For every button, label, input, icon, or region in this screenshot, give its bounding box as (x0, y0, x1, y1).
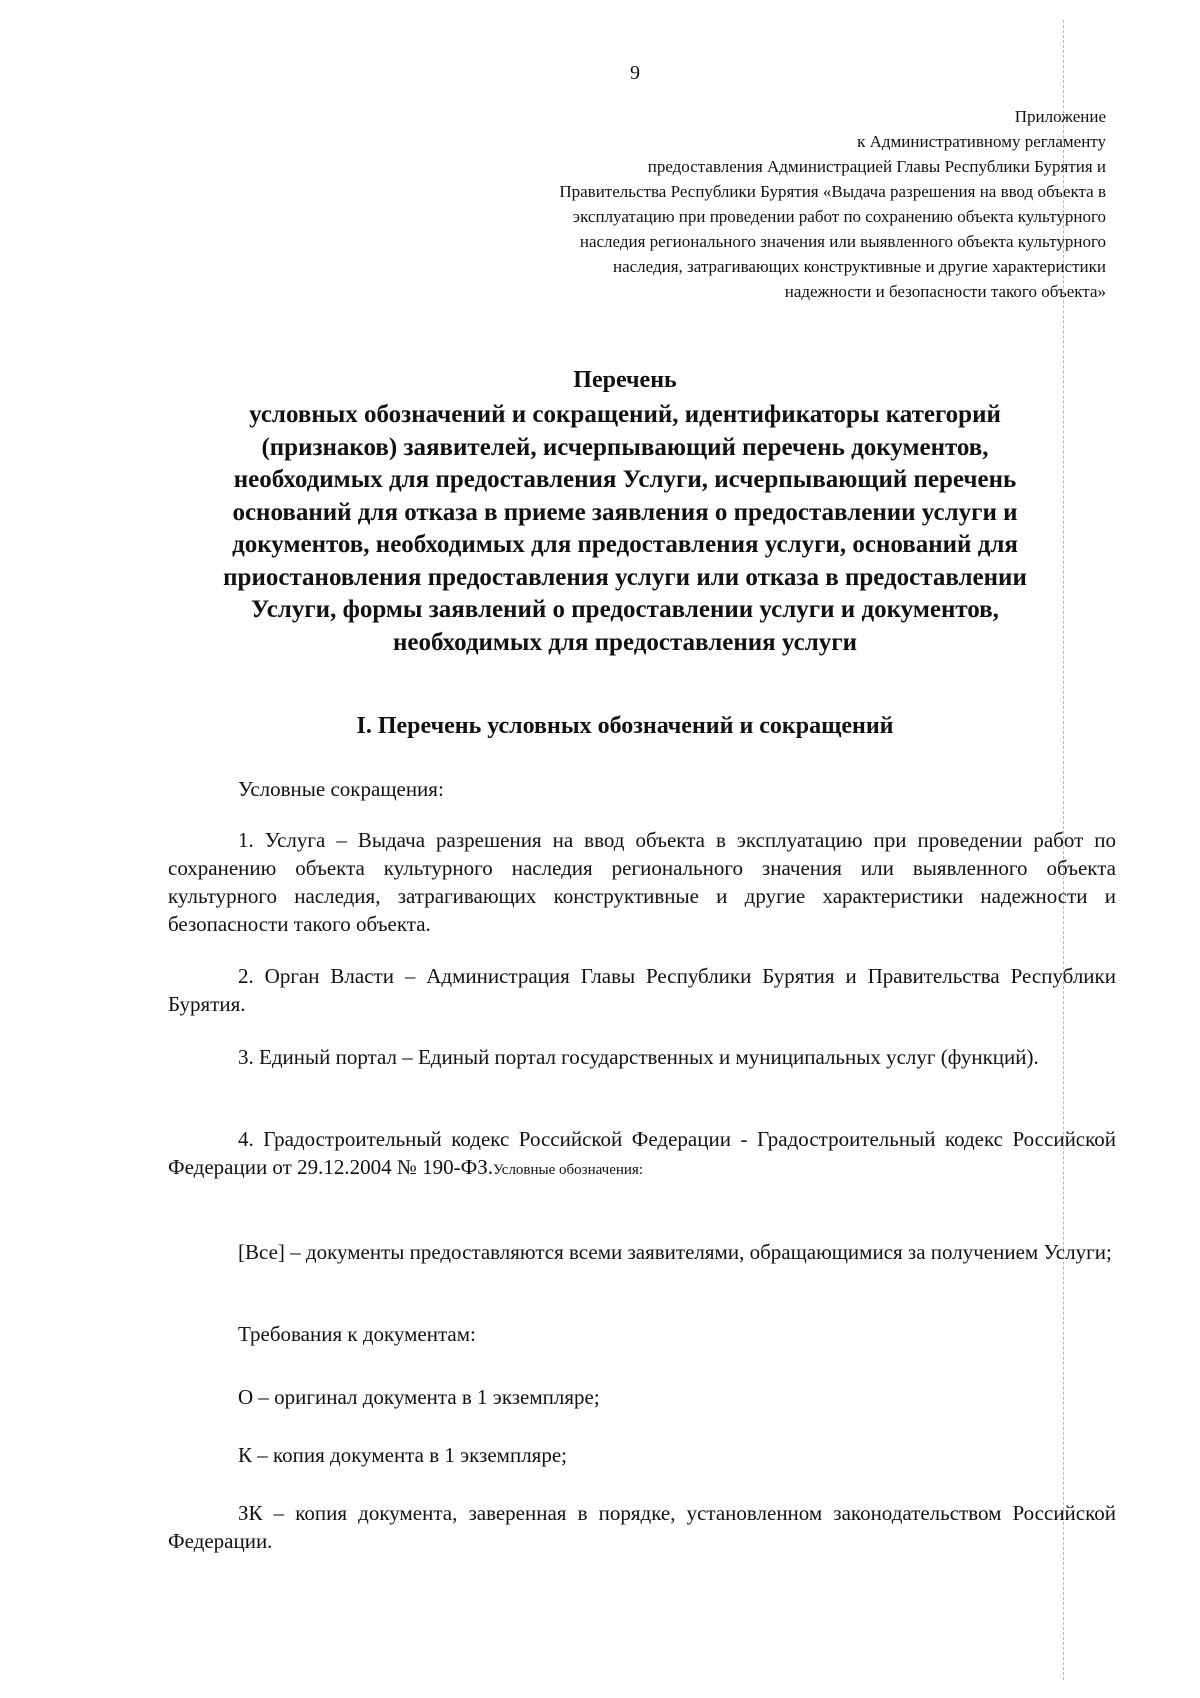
appendix-line: предоставления Администрацией Главы Республики Бурятия и (647, 157, 1106, 176)
requirement-original: О – оригинал документа в 1 экземпляре; (238, 1385, 600, 1409)
title-line: необходимых для предоставления Услуги, исчерпывающий перечень (233, 466, 1017, 493)
title-line: условных обозначений и сокращений, идентификаторы категорий (249, 401, 1001, 428)
appendix-line: эксплуатацию при проведении работ по сохранению объекта культурного (572, 207, 1106, 226)
section-heading: I. Перечень условных обозначений и сокращений (356, 713, 894, 739)
title-line: необходимых для предоставления услуги (392, 628, 858, 656)
appendix-line: Приложение (1014, 107, 1106, 126)
requirement-original-block (168, 1383, 1116, 1411)
abbreviation-item: 2. Орган Власти – Администрация Главы Республики Бурятия и Правительства Республики Бурятия. (168, 964, 1116, 1016)
appendix-line: надежности и безопасности такого объекта» (784, 282, 1106, 301)
requirements-label-block (168, 1320, 1116, 1348)
abbreviations-label: Условные сокращения: (238, 777, 444, 801)
abbreviation-item: 4. Градостроительный кодекс Российской Федерации - Градостроительный кодекс Российской Федерации от 29.12.2004 № 190-ФЗ. (168, 1127, 1116, 1179)
title-line: оснований для отказа в приеме заявления о предоставлении услуги и (232, 498, 1018, 526)
appendix-line: наследия, затрагивающих конструктивные и другие характеристики (612, 257, 1106, 276)
requirement-certified-block (168, 1499, 1116, 1555)
all-applicants-note: [Все] – документы предоставляются всеми заявителями, обращающимися за получением Услуги; (238, 1240, 1112, 1264)
abbreviation-item-1-block (168, 826, 1116, 938)
title-line: документов, необходимых для предоставления услуги, оснований для (232, 531, 1018, 558)
page-number: 9 (630, 62, 640, 84)
abbreviation-item: 3. Единый портал – Единый портал государственных и муниципальных услуг (функций). (238, 1045, 1039, 1069)
abbreviation-item-4-block (168, 1125, 1116, 1184)
document-title (140, 365, 1110, 659)
abbreviation-item: 1. Услуга – Выдача разрешения на ввод объекта в эксплуатацию при проведении работ по сохранению объекта культурного наследия регионального значения или выявленного объекта культурного наследия, затрагивающих конструктивные и другие характеристики надежности и безопасности такого объекта. (168, 828, 1116, 936)
abbreviation-item-2-block (168, 962, 1116, 1018)
requirement-certified-copy: ЗК – копия документа, заверенная в порядке, установленном законодательством Российской Федерации. (168, 1501, 1116, 1553)
all-note-block (168, 1238, 1116, 1266)
abbreviation-item-4 (168, 1125, 1116, 1184)
appendix-line: Правительства Республики Бурятия «Выдача разрешения на ввод объекта в (559, 182, 1106, 201)
abbreviation-item-3-block (168, 1043, 1116, 1071)
designations-label: Условные обозначения: (492, 1162, 643, 1178)
title-line: приостановления предоставления услуги или отказа в предоставлении (223, 563, 1027, 591)
requirement-copy-block (168, 1441, 1116, 1469)
appendix-line: наследия регионального значения или выявленного объекта культурного (579, 232, 1106, 251)
requirement-copy: К – копия документа в 1 экземпляре; (238, 1443, 567, 1467)
appendix-header (386, 104, 1106, 304)
abbreviations-label-block (168, 775, 1116, 803)
title-main: Перечень (573, 367, 677, 393)
title-line: (признаков) заявителей, исчерпывающий перечень документов, (261, 433, 989, 461)
requirements-label: Требования к документам: (238, 1322, 476, 1346)
title-line: Услуги, формы заявлений о предоставлении услуги и документов, (251, 596, 999, 623)
appendix-line: к Административному регламенту (857, 132, 1106, 151)
